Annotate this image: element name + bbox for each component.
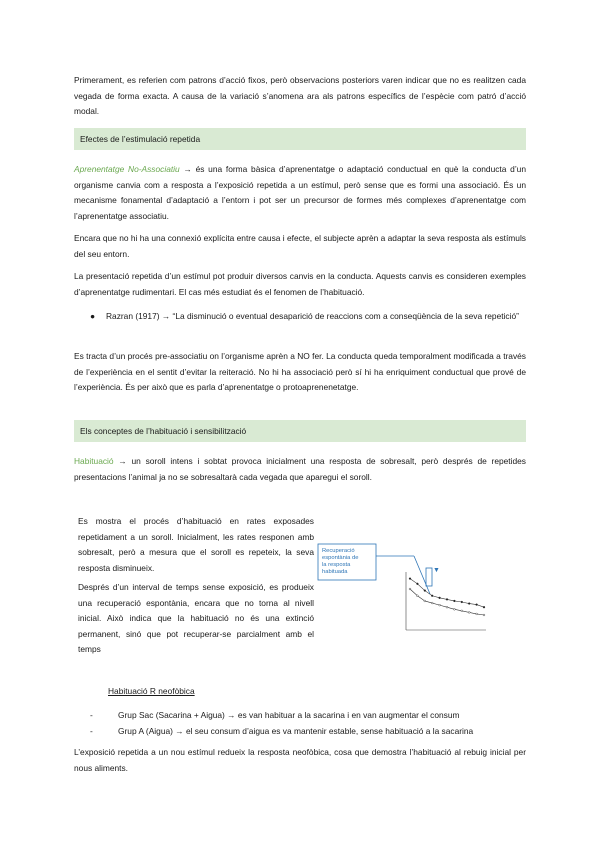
paragraph-proces-habituacio: Es mostra el procés d’habituació en rates exposades repetidament a un soroll. Inicialment, les rates responen amb sobresalt, però a mesura que el soroll es repeteix, la seva resposta disminueix. (78, 516, 314, 573)
data-point-1-3 (431, 602, 433, 604)
data-point-0-8 (468, 603, 470, 605)
paragraph-final: L’exposició repetida a un nou estímul redueix la resposta neofòbica, cosa que demostra l’habituació al rebuig inicial per nous aliments. (74, 747, 526, 773)
term-habituacio: Habituació (74, 456, 114, 466)
data-point-0-9 (476, 604, 478, 606)
paragraph-pre-associatiu: Es tracta d’un procés pre-associatiu on l’organisme aprèn a NO fer. La conducta queda temporalment modificada a través de l’experiència en el sentit d’evitar la reiteració. No hi ha associació però sí hi ha enriquiment conductual que prové de l’experiència. És per això que es parla d’aprenentatge o protoaprenenetatge. (74, 351, 526, 393)
section-heading-text: Efectes de l’estimulació repetida (80, 134, 201, 144)
recovery-arrow-icon: ▼ (433, 567, 440, 574)
paragraph-recuperacio-espontania: Després d’un interval de temps sense exposició, es produeix una recuperació espontània, encara que no torna al nivell inicial. Això indica que la habituació no és una extinció permanent, sinó que pot recuperar-se parcialment amb el temps (78, 582, 314, 655)
bullet-dot-icon: ● (90, 311, 96, 321)
data-point-1-10 (483, 614, 485, 616)
data-point-0-3 (431, 595, 433, 597)
term-aprenentatge-no-associatiu: Aprenentatge No-Associatiu (74, 164, 180, 174)
data-point-1-1 (417, 595, 419, 597)
term-definition: → un soroll intens i sobtat provoca inicialment una resposta de sobresalt, però després de repetides presentacions l’animal ja no se sobresaltarà cada vegada que aparegui el soroll. (74, 456, 526, 482)
data-point-0-7 (461, 601, 463, 603)
data-point-1-8 (468, 612, 470, 614)
list-item-grup-sac (90, 708, 526, 724)
data-point-0-4 (439, 597, 441, 599)
data-point-0-2 (424, 590, 426, 592)
section-heading-habituacio (74, 420, 526, 442)
habituation-chart (310, 532, 490, 642)
data-point-1-9 (476, 613, 478, 615)
habituation-figure (310, 532, 490, 642)
data-point-1-7 (461, 610, 463, 612)
data-point-1-6 (454, 608, 456, 610)
figure-label: Recuperació espontània de la resposta habituada (322, 548, 359, 575)
data-point-1-0 (409, 588, 411, 590)
data-point-1-4 (439, 604, 441, 606)
dash-marker: - (90, 726, 93, 736)
data-point-0-5 (446, 599, 448, 601)
recovery-highlight (426, 568, 432, 586)
paragraph-connexio: Encara que no hi ha una connexió explícita entre causa i efecte, el subjecte aprèn a adaptar la seva resposta als estímuls del seu entorn. (74, 233, 526, 259)
data-point-0-1 (417, 583, 419, 585)
data-point-0-0 (409, 578, 411, 580)
series-line-1 (410, 589, 484, 615)
subheading-neofobica-text: Habituació R neofòbica (108, 686, 195, 696)
series-line-0 (410, 579, 484, 608)
definition-aprenentatge-no-associatiu (74, 162, 526, 224)
list-item-text: Grup A (Aigua) → el seu consum d’aigua es va mantenir estable, sense habituació a la sacarina (118, 726, 474, 736)
series-group (409, 578, 485, 616)
data-point-1-5 (446, 606, 448, 608)
paragraph-presentacio-repetida: La presentació repetida d’un estímul pot produir diversos canvis en la conducta. Aquests canvis es consideren exemples d’aprenentatge rudimentari. El cas més estudiat és el fenomen de l’habituació. (74, 271, 526, 297)
dash-marker: - (90, 710, 93, 720)
data-point-1-2 (424, 600, 426, 602)
data-point-0-10 (483, 606, 485, 608)
bullet-razran-text: Razran (1917) → “La disminució o eventual desaparició de reaccions com a conseqüència de la seva repetició” (106, 311, 519, 321)
section-heading-text: Els conceptes de l’habituació i sensibilització (80, 426, 247, 436)
term-definition: → és una forma bàsica d’aprenentatge o adaptació conductual en què la conducta d’un organisme canvia com a resposta a l’exposició repetida a un estímul, però sense que es formi una associació. És un mecanisme fonamental d’adaptació a l’entorn i pot ser un precursor de formes més complexes d’aprenentatge com l’aprenentatge associatiu. (74, 164, 526, 221)
list-item-text: Grup Sac (Sacarina + Aigua) → es van habituar a la sacarina i en van augmentar el consum (118, 710, 460, 720)
bullet-razran (90, 309, 526, 325)
data-point-0-6 (454, 600, 456, 602)
intro-paragraph: Primerament, es referien com patrons d’acció fixos, però observacions posteriors varen indicar que no es realitzen cada vegada de forma exacta. A causa de la variació s’anomena ara als patrons específics de l’espècie com patró d’acció modal. (74, 75, 526, 117)
definition-habituacio (74, 454, 526, 485)
section-heading-estimulacio (74, 128, 526, 150)
list-item-grup-a (90, 724, 526, 740)
subheading-neofobica (108, 684, 408, 700)
